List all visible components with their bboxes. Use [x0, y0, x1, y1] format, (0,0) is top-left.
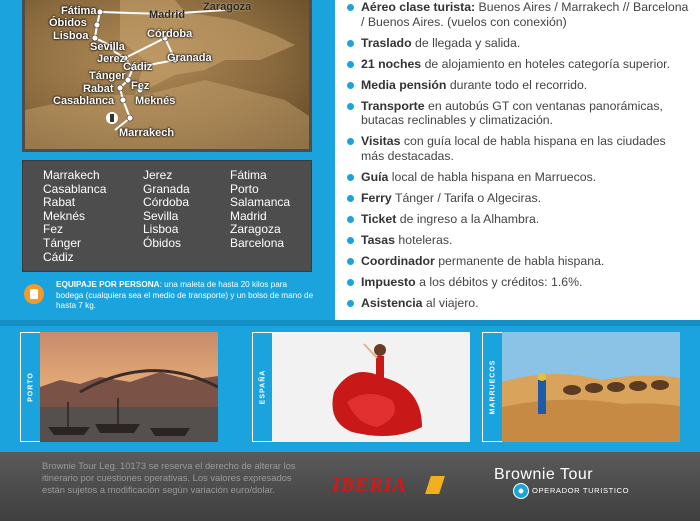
brand-subtitle: OPERADOR TURISTICO [532, 486, 630, 495]
include-item [361, 275, 691, 290]
bullet-icon [347, 216, 354, 223]
include-item-text: en autobús GT con ventanas panorámicas, butacas reclinables y climatización. [361, 98, 663, 128]
include-item-title: Asistencia [361, 295, 423, 310]
map-city-label: Zaragoza [203, 1, 252, 13]
map-city-label: Fátima [61, 5, 97, 17]
espana-photo [272, 332, 470, 442]
include-item [361, 170, 691, 185]
include-item-title: Media pensión [361, 77, 447, 92]
city-item: Porto [230, 181, 259, 196]
include-item-text: a los débitos y créditos: 1.6%. [415, 274, 583, 289]
city-item: Lisboa [143, 222, 179, 237]
include-item-text: de llegada y salida. [411, 35, 521, 50]
iberia-logo-icon [425, 476, 445, 494]
include-item-title: Visitas [361, 134, 401, 149]
map-city-label: Meknés [135, 95, 176, 107]
bullet-icon [347, 237, 354, 244]
map-city-label: Casablanca [53, 95, 115, 107]
include-item-text: permanente de habla hispana. [434, 253, 605, 268]
globe-icon [513, 483, 529, 499]
include-item-title: 21 noches [361, 56, 422, 71]
city-item: Granada [143, 181, 190, 196]
city-item: Zaragoza [230, 222, 281, 237]
marruecos-photo [502, 332, 680, 442]
footer [0, 452, 700, 521]
include-item [361, 296, 691, 311]
bullet-icon [347, 300, 354, 307]
city-item: Fez [43, 222, 64, 237]
map-city-label: Rabat [83, 83, 114, 95]
city-item: Madrid [230, 208, 267, 223]
bullet-icon [347, 279, 354, 286]
luggage-icon [24, 284, 44, 304]
city-item: Óbidos [143, 235, 182, 250]
city-item: Meknés [43, 208, 86, 223]
bullet-icon [347, 40, 354, 47]
include-item-title: Ferry [361, 190, 392, 205]
map-city-label: Granada [167, 52, 212, 64]
include-item-title: Coordinador [361, 253, 435, 268]
photo-label: MARRUECOS [482, 332, 502, 442]
include-item [361, 134, 691, 163]
bullet-icon [347, 82, 354, 89]
include-item-title: Aéreo clase turista: [361, 0, 476, 14]
bullet-icon [347, 103, 354, 110]
map-city-label: Marrakech [119, 127, 175, 139]
photo-label: PORTO [20, 332, 40, 442]
include-item [361, 191, 691, 206]
city-item: Jerez [143, 168, 173, 182]
map-city-label: Madrid [149, 9, 186, 21]
itinerary-cities-box [22, 160, 312, 272]
iberia-logo: IBERIA [332, 474, 407, 496]
photo-label: ESPAÑA [252, 332, 272, 442]
include-item-title: Tasas [361, 232, 395, 247]
include-item-text: Buenos Aires / Marrakech // Barcelona / Buenos Aires. (vuelos con conexión) [361, 0, 689, 29]
city-item: Sevilla [143, 208, 179, 223]
city-item: Cádiz [43, 249, 74, 264]
map-city-label: Córdoba [147, 28, 193, 40]
city-column [230, 169, 290, 251]
city-item: Fátima [230, 168, 267, 182]
include-item-title: Traslado [361, 35, 412, 50]
city-item: Tánger [43, 235, 82, 250]
include-item [361, 78, 691, 93]
include-item-text: al viajero. [422, 295, 479, 310]
include-item [361, 233, 691, 248]
include-item [361, 254, 691, 269]
city-item: Rabat [43, 195, 76, 210]
map-city-label: Tánger [89, 70, 126, 82]
city-column [43, 169, 106, 264]
include-item-title: Guía [361, 169, 389, 184]
include-item-text: con guía local de habla hispana en las ciudades más destacadas. [361, 134, 666, 163]
include-item-text: de ingreso a la Alhambra. [396, 211, 540, 226]
luggage-note [22, 280, 312, 316]
city-item: Salamanca [230, 195, 291, 210]
map-city-label: Jerez [97, 53, 126, 65]
city-item: Casablanca [43, 181, 107, 196]
map-city-label: Cádiz [123, 61, 153, 73]
include-item-title: Ticket [361, 211, 397, 226]
route-map [22, 0, 312, 152]
map-city-label: Sevilla [90, 41, 125, 53]
map-city-label: Fez [131, 80, 150, 92]
map-city-label: Lisboa [53, 30, 89, 42]
photo-strip [0, 320, 700, 452]
includes-panel [335, 0, 700, 320]
brownie-tour-logo: Brownie Tour [494, 466, 594, 483]
city-item: Barcelona [230, 235, 285, 250]
disclaimer-text: Brownie Tour Leg. 10173 se reserva el derecho de alterar los itinerario por cuestiones operativas. Los valores expresados están sujetos a modificación según variación euro/dolar. [42, 460, 296, 496]
include-item-text: Tánger / Tarifa o Algeciras. [391, 190, 542, 205]
include-item [361, 212, 691, 227]
include-item [361, 99, 691, 128]
include-item-text: durante todo el recorrido. [446, 77, 588, 92]
include-item [361, 57, 691, 72]
include-item-title: Transporte [361, 98, 425, 113]
includes-list [361, 0, 691, 317]
bullet-icon [347, 138, 354, 145]
bullet-icon [347, 195, 354, 202]
include-item-text: hoteleras. [394, 232, 453, 247]
bullet-icon [347, 174, 354, 181]
luggage-label: EQUIPAJE POR PERSONA [56, 280, 160, 289]
city-column [143, 169, 190, 251]
bullet-icon [347, 61, 354, 68]
city-item: Marrakech [43, 168, 100, 182]
porto-photo [40, 332, 218, 442]
city-item: Córdoba [143, 195, 190, 210]
bullet-icon [347, 4, 354, 11]
luggage-text [56, 280, 316, 312]
bullet-icon [347, 258, 354, 265]
include-item [361, 0, 691, 29]
luggage-description: : una maleta de hasta 20 kilos para bodega (cualquiera sea el medio de transporte) y un bolso de mano de hasta 7 kg. [56, 280, 314, 310]
map-city-label: Óbidos [49, 17, 87, 29]
include-item [361, 36, 691, 51]
include-item-title: Impuesto [361, 274, 416, 289]
include-item-text: local de habla hispana en Marruecos. [388, 169, 597, 184]
include-item-text: de alojamiento en hoteles categoría superior. [421, 56, 670, 71]
